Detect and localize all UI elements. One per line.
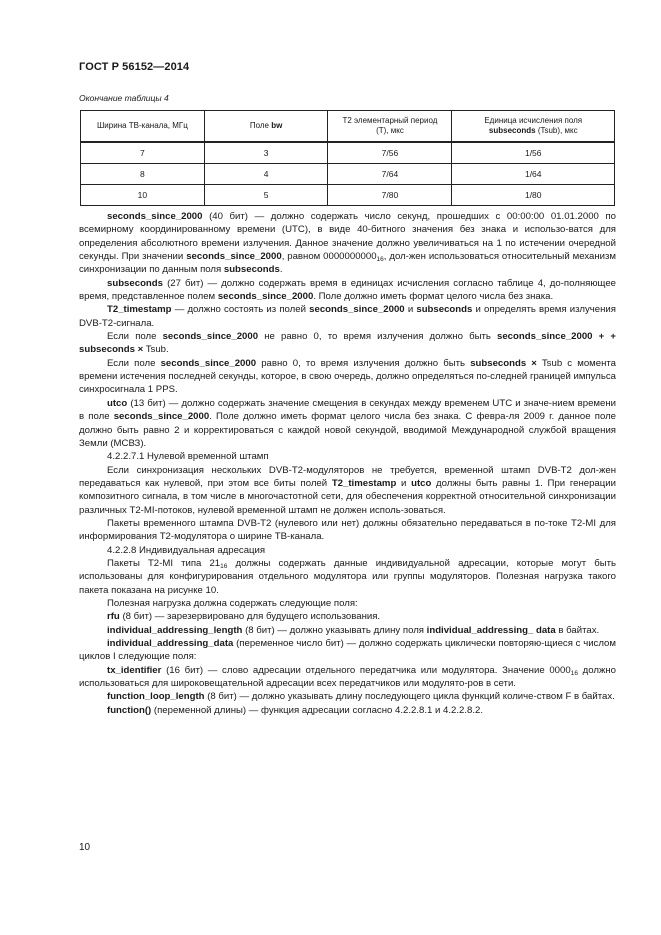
- para-function-loop-length: function_loop_length (8 бит) — должно указывать длину последующего цикла функций количе-ством F в байтах.: [107, 691, 615, 703]
- para-timestamp-packets: Пакеты временного штампа DVB-T2 (нулевого или нет) должны обязательно передаваться в по-токе T2-MI для информирования T2-модулятора о ширине ТВ-канала.: [79, 517, 616, 543]
- para-ia-length: individual_addressing_length (8 бит) — должно указывать длину поля individual_addressing_ data в байтах.: [107, 624, 600, 636]
- table-caption: Окончание таблицы 4: [79, 93, 169, 103]
- page-number: 10: [79, 842, 91, 853]
- para-ia-data: individual_addressing_data (переменное число бит) — должно содержать циклически повторяю-щиеся с числом циклов I следующие поля:: [79, 638, 616, 663]
- table-header-row: [81, 111, 615, 143]
- table-cell: 1/80: [452, 185, 615, 206]
- table-cell: 8: [81, 164, 205, 185]
- para-tx-identifier: tx_identifier (16 бит) — слово адресации отдельного передатчика или модулятора. Значение $0000_{16}$ должно использоваться для широковещательной адресации всех передатчиков или модулято-ров в сети.: [79, 664, 616, 690]
- para-null-timestamp: Если синхронизация нескольких DVB-T2-модуляторов не требуется, временной штамп DVB-T2 дол-жен передаваться как нулевой, при этом все биты полей T2_timestamp и utco должны быть равны 1. При генерации композитного сигнала, в том числе в многочастотной сети, для обеспечения корректной относительной синхронизации различных T2-MI-потоков, нулевой временной штамп не должен исполь-зоваться.: [79, 464, 616, 516]
- para-utco: utco (13 бит) — должно содержать значение смещения в секундах между временем UTC и значе-нием времени в поле seconds_since_2000. Поле должно иметь формат целого числа без знака. С февра-ля 2009 г. данное поле должно быть равно 2 и корректироваться с каждой новой секундой, вводимой Международной службой вращения Земли (МСВЗ).: [79, 397, 616, 449]
- table-4-continuation: [80, 110, 615, 206]
- para-individual-addressing: Пакеты T2-MI типа $21_{16}$ должны содержать данные индивидуальной адресации, которые могут быть использованы для конфигурирования отдельного модулятора или группы модуляторов. Полезная нагрузка такого пакета показана на рисунке 10.: [79, 557, 616, 596]
- table-cell: 10: [81, 185, 205, 206]
- table-cell: 7/64: [328, 164, 452, 185]
- table-row: [81, 142, 615, 164]
- document-header: ГОСТ Р 56152—2014: [79, 61, 190, 73]
- para-nonzero-case: Если поле seconds_since_2000 не равно 0, то время излучения должно быть seconds_since_2000 + + subseconds × Tsub.: [79, 331, 616, 356]
- table-cell: 1/56: [452, 142, 615, 164]
- col-header-t2-period: T2 элементарный период (T), мкс: [328, 111, 452, 143]
- para-rfu: rfu (8 бит) — зарезервировано для будущего использования.: [107, 611, 381, 623]
- table-cell: 5: [204, 185, 328, 206]
- table-cell: 1/64: [452, 164, 615, 185]
- table-row: [81, 164, 615, 185]
- para-function: function() (переменной длины) — функция адресации согласно 4.2.2.8.1 и 4.2.2.8.2.: [107, 704, 484, 716]
- col-header-channel-width: Ширина ТВ-канала, МГц: [81, 111, 205, 143]
- table-cell: 4: [204, 164, 328, 185]
- para-payload-fields: Полезная нагрузка должна содержать следующие поля:: [107, 597, 358, 609]
- table-row: [81, 185, 615, 206]
- para-subseconds: subseconds (27 бит) — должно содержать время в единицах исчисления согласно таблице 4, до-полняющее время, представленное полем seconds_since_2000. Поле должно иметь формат целого числа без знака.: [79, 277, 616, 303]
- col-header-bw-field: Поле bw: [204, 111, 328, 143]
- table-cell: 7/56: [328, 142, 452, 164]
- body-text: [79, 210, 616, 717]
- col-header-subseconds-unit: Единица исчисления поля subseconds (Tsub), мкс: [452, 111, 615, 143]
- table-cell: 3: [204, 142, 328, 164]
- table-cell: 7: [81, 142, 205, 164]
- table-cell: 7/80: [328, 185, 452, 206]
- para-seconds-since-2000: seconds_since_2000 (40 бит) — должно содержать число секунд, прошедших с 00:00:00 01.01.2000 по всемирному координированному времени (UTC), в виде 40-битного значения без знака и использо-ватся для определения абсолютного времени излучения. Данное значение должно увеличиваться на 1 по истечении очередной секунды. При значении seconds_since_2000, равном $0000000000_{16}$, дол-жен использоваться относительный механизм синхронизации по данным поля subseconds.: [79, 211, 616, 276]
- para-zero-case: Если поле seconds_since_2000 равно 0, то время излучения должно быть subseconds × Tsub с момента времени истечения последней секунды, которое, в свою очередь, должно определяться по-следней границей импульса синхросигнала 1 PPS.: [79, 357, 617, 396]
- section-heading-4-2-2-8: 4.2.2.8 Индивидуальная адресация: [107, 544, 266, 556]
- section-heading-4-2-2-7-1: 4.2.2.7.1 Нулевой временной штамп: [107, 451, 269, 463]
- para-t2-timestamp: T2_timestamp — должно состоять из полей seconds_since_2000 и subseconds и определять время излучения DVB-T2-сигнала.: [79, 304, 616, 329]
